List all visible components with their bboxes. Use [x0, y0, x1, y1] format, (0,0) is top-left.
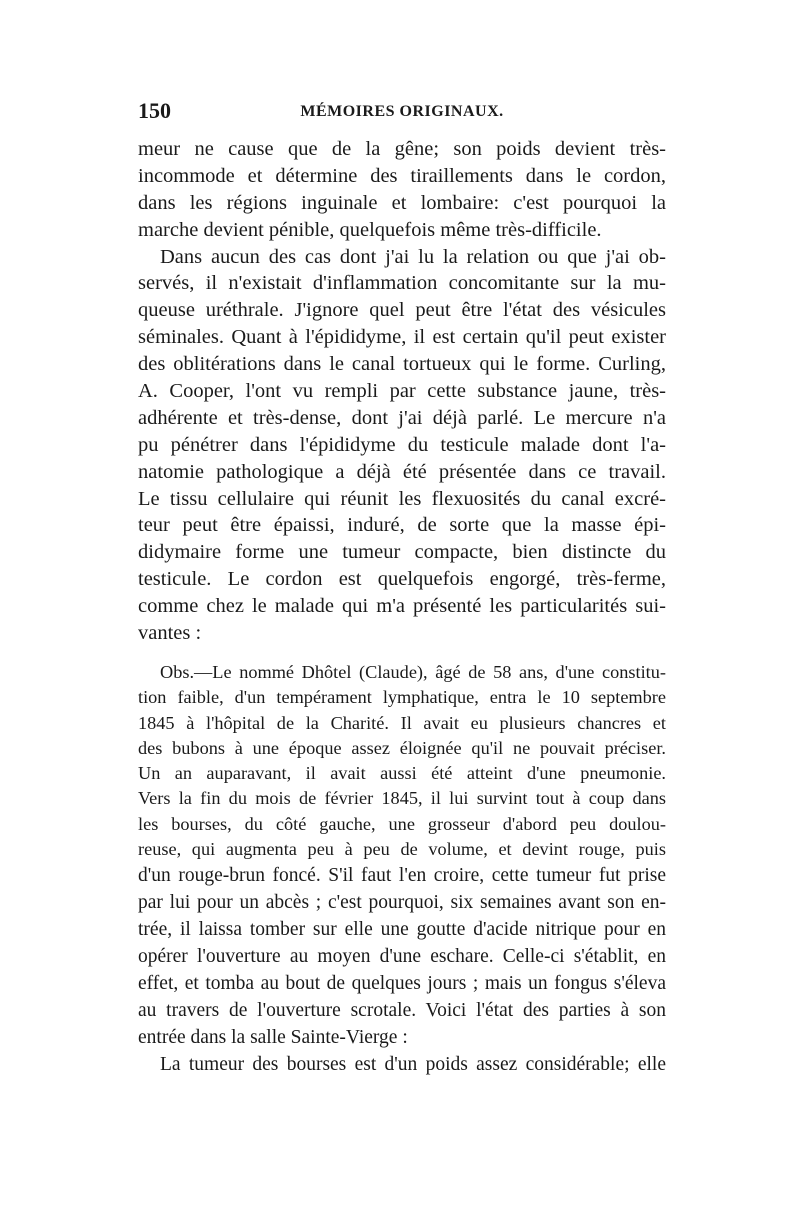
obs-line: les bourses, du côté gauche, une grosseur d'abord peu doulou- — [138, 813, 666, 834]
text-line: didymaire forme une tumeur compacte, bien distincte du — [138, 541, 666, 564]
obs-line: La tumeur des bourses est d'un poids assez considérable; elle — [160, 1054, 666, 1076]
obs-line: par lui pour un abcès ; c'est pourquoi, six semaines avant son en- — [138, 892, 666, 914]
obs-line: Un an auparavant, il avait aussi été atteint d'une pneumonie. — [138, 763, 666, 784]
obs-line: opérer l'ouverture au moyen d'une eschare. Celle-ci s'établit, en — [138, 946, 666, 968]
obs-line: d'un rouge-brun foncé. S'il faut l'en croire, cette tumeur fut prise — [138, 865, 666, 887]
obs-line: Vers la fin du mois de février 1845, il lui survint tout à coup dans — [138, 788, 666, 809]
text-line: vantes : — [138, 622, 202, 645]
running-head: MÉMOIRES ORIGINAUX. — [300, 103, 504, 120]
text-line: natomie pathologique a déjà été présentée dans ce travail. — [138, 460, 666, 483]
text-line: des oblitérations dans le canal tortueux qui le forme. Curling, — [138, 353, 666, 376]
text-line: queuse uréthrale. J'ignore quel peut être l'état des vésicules — [138, 299, 666, 322]
text-line: incommode et détermine des tiraillements dans le cordon, — [138, 164, 666, 187]
obs-line: effet, et tomba au bout de quelques jours ; mais un fongus s'éleva — [138, 973, 666, 995]
page-number: 150 — [138, 98, 171, 123]
text-line: séminales. Quant à l'épididyme, il est certain qu'il peut exister — [138, 326, 666, 349]
text-line: pu pénétrer dans l'épididyme du testicule malade dont l'a- — [138, 433, 666, 456]
obs-line: trée, il laissa tomber sur elle une goutte d'acide nitrique pour en — [138, 919, 666, 941]
text-line: servés, il n'existait d'inflammation concomitante sur la mu- — [138, 272, 666, 295]
text-line: meur ne cause que de la gêne; son poids devient très- — [138, 138, 666, 160]
text-line: dans les régions inguinale et lombaire: c'est pourquoi la — [138, 191, 666, 214]
main-text — [138, 136, 666, 647]
obs-line: reuse, qui augmenta peu à peu de volume, et devint rouge, puis — [138, 839, 666, 860]
text-line: marche devient pénible, quelquefois même très-difficile. — [138, 218, 602, 241]
text-line: comme chez le malade qui m'a présenté les particularités sui- — [138, 595, 666, 618]
text-line: A. Cooper, l'ont vu rempli par cette substance jaune, très- — [138, 380, 666, 403]
text-line: testicule. Le cordon est quelquefois engorgé, très-ferme, — [138, 568, 666, 591]
obs-line: Obs.—Le nommé Dhôtel (Claude), âgé de 58 ans, d'une constitu- — [160, 662, 666, 682]
observation-text — [138, 660, 666, 1078]
obs-line: des bubons à une époque assez éloignée qu'il ne pouvait préciser. — [138, 737, 666, 758]
obs-line: tion faible, d'un tempérament lymphatique, entra le 10 septembre — [138, 687, 666, 708]
page-header — [138, 98, 666, 124]
obs-line: au travers de l'ouverture scrotale. Voici l'état des parties à son — [138, 1000, 666, 1022]
text-line: teur peut être épaissi, induré, de sorte que la masse épi- — [138, 514, 666, 537]
text-line: Dans aucun des cas dont j'ai lu la relation ou que j'ai ob- — [160, 245, 666, 268]
obs-line: entrée dans la salle Sainte-Vierge : — [138, 1027, 408, 1049]
text-line: adhérente et très-dense, dont j'ai déjà parlé. Le mercure n'a — [138, 406, 666, 429]
text-line: Le tissu cellulaire qui réunit les flexuosités du canal excré- — [138, 487, 666, 510]
obs-line: 1845 à l'hôpital de la Charité. Il avait eu plusieurs chancres et — [138, 712, 666, 733]
